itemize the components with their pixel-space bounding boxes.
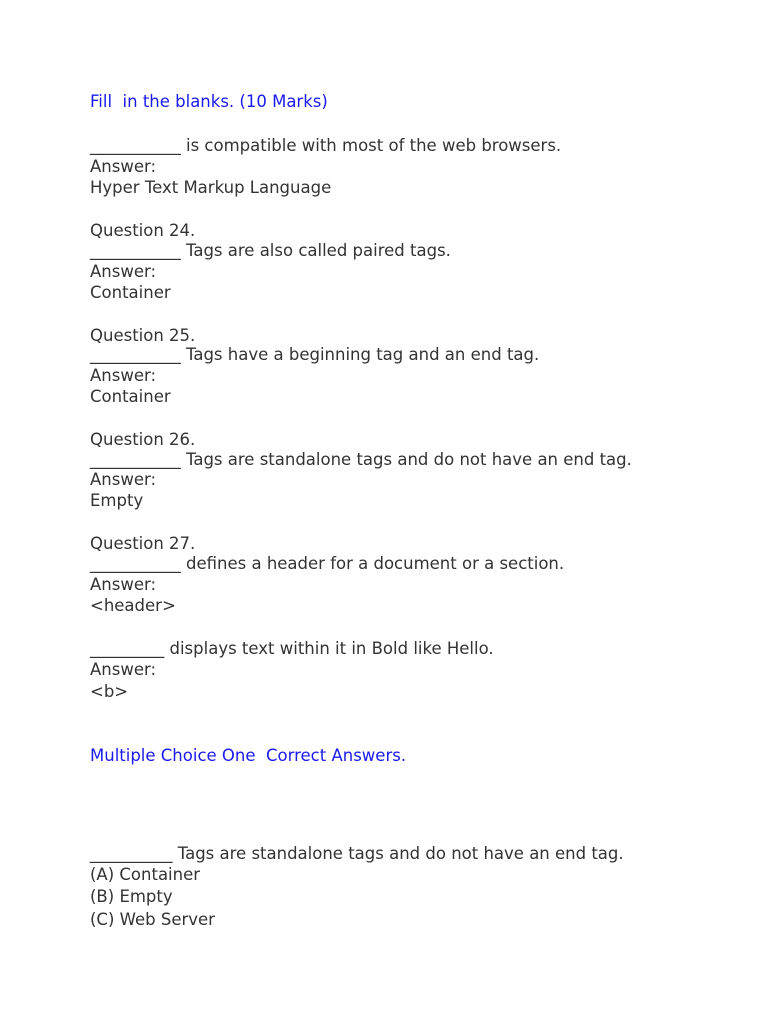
question-number: Question 26. bbox=[90, 430, 196, 449]
answer-label: Answer: bbox=[90, 575, 157, 594]
answer-label: Answer: bbox=[90, 660, 157, 679]
section-heading-multiple-choice: Multiple Choice One Correct Answers. bbox=[90, 746, 407, 765]
question-prompt: ___________ is compatible with most of the web browsers. bbox=[90, 136, 562, 155]
answer-text: <header> bbox=[90, 596, 176, 615]
answer-label: Answer: bbox=[90, 157, 157, 176]
question-prompt: _________ displays text within it in Bold like Hello. bbox=[90, 639, 494, 658]
mcq-prompt: __________ Tags are standalone tags and do not have an end tag. bbox=[90, 844, 624, 863]
answer-label: Answer: bbox=[90, 262, 157, 281]
question-number: Question 25. bbox=[90, 326, 196, 345]
answer-text: Empty bbox=[90, 491, 144, 510]
mcq-option-a: (A) Container bbox=[90, 865, 201, 884]
answer-label: Answer: bbox=[90, 470, 157, 489]
question-prompt: ___________ defines a header for a document or a section. bbox=[90, 554, 565, 573]
answer-text: <b> bbox=[90, 682, 129, 701]
answer-text: Hyper Text Markup Language bbox=[90, 178, 332, 197]
section-heading-fill-blanks: Fill in the blanks. (10 Marks) bbox=[90, 92, 328, 111]
question-number: Question 27. bbox=[90, 534, 196, 553]
answer-text: Container bbox=[90, 283, 171, 302]
question-prompt: ___________ Tags have a beginning tag and an end tag. bbox=[90, 345, 540, 364]
question-prompt: ___________ Tags are standalone tags and do not have an end tag. bbox=[90, 450, 632, 469]
mcq-option-b: (B) Empty bbox=[90, 887, 173, 906]
question-prompt: ___________ Tags are also called paired tags. bbox=[90, 241, 451, 260]
mcq-option-c: (C) Web Server bbox=[90, 910, 215, 929]
answer-text: Container bbox=[90, 387, 171, 406]
question-number: Question 24. bbox=[90, 221, 196, 240]
answer-label: Answer: bbox=[90, 366, 157, 385]
